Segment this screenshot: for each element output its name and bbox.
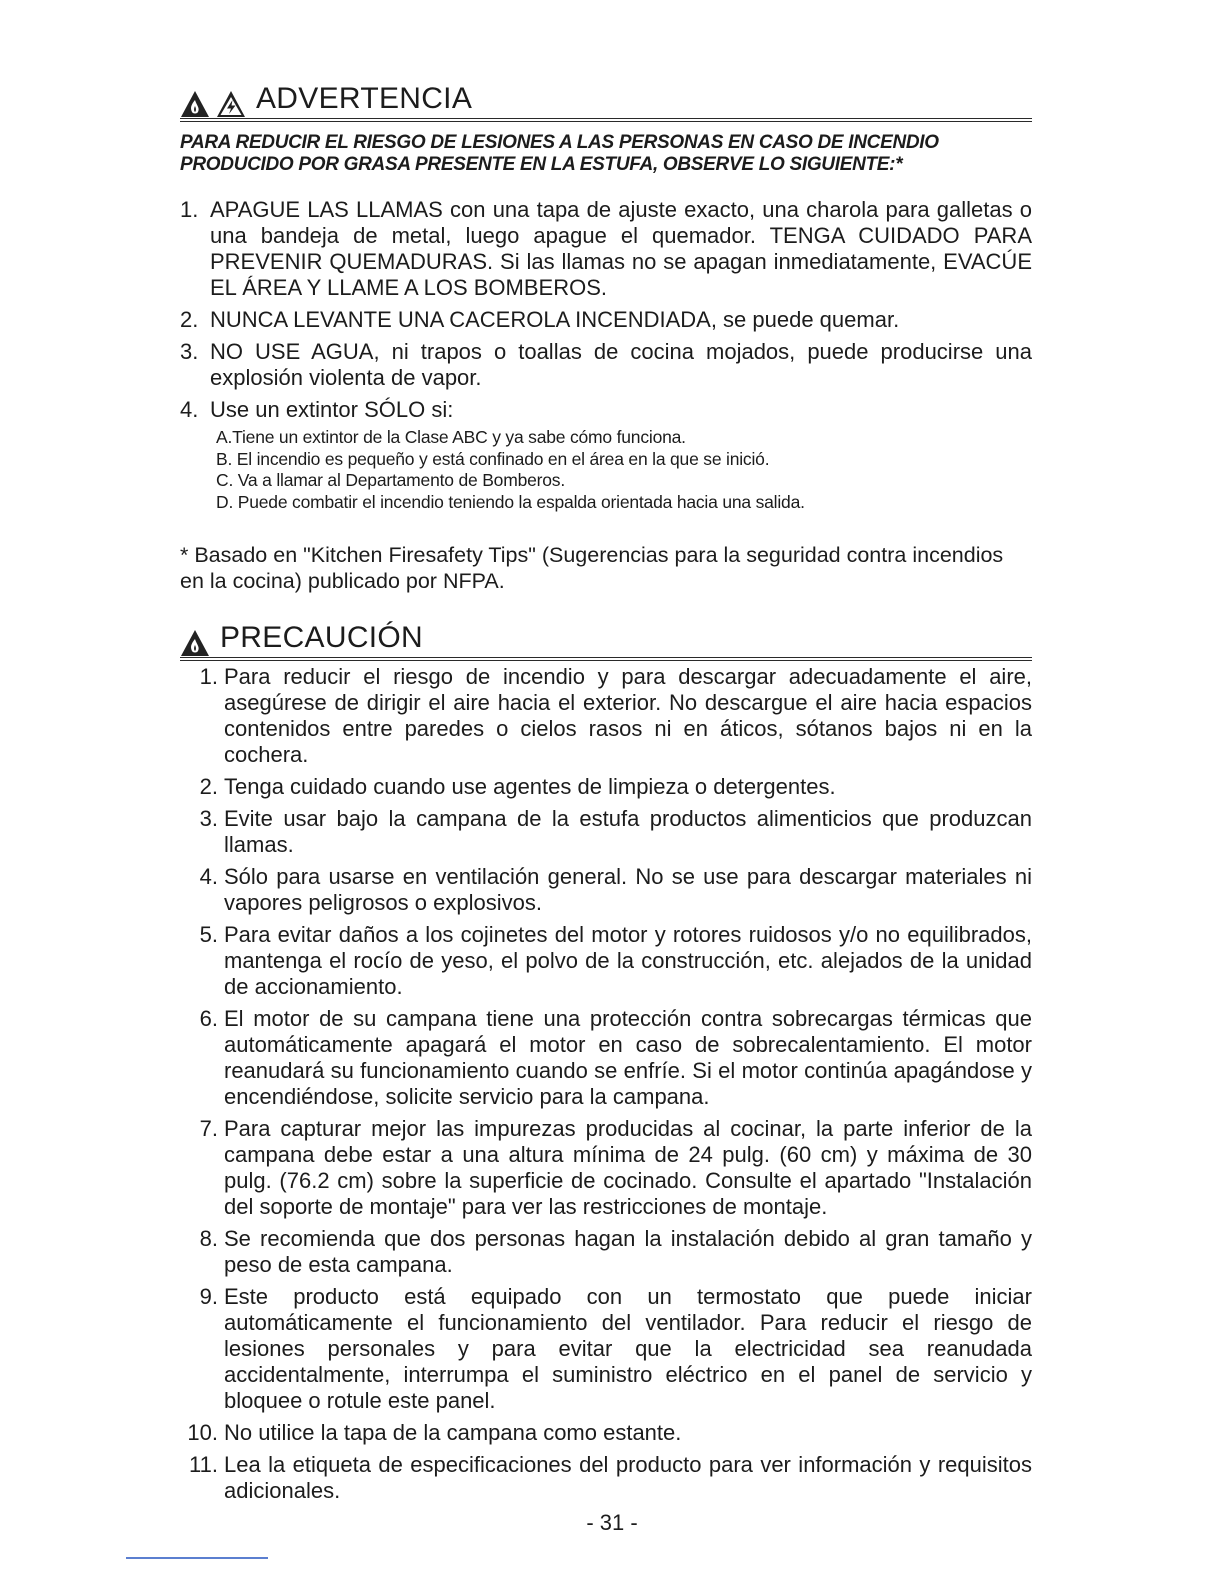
item-text: Este producto está equipado con un termostato que puede iniciar automáticamente el funcionamiento del ventilador. Para reducir el riesgo de lesiones personales y para evitar que la electricidad sea reanudada accidentalmente, interrumpa el suministro eléctrico en el panel de servicio y bloquee o rotule este panel. [224,1284,1032,1413]
divider [126,1557,268,1559]
item-number: 11. [189,1452,218,1477]
item-text: Use un extintor SÓLO si: [210,397,454,422]
item-number: 6. [199,1006,218,1031]
item-text: Para evitar daños a los cojinetes del motor y rotores ruidosos y/o no equilibrados, mantenga el rocío de yeso, el polvo de la construcción, etc. alejados de la unidad de accionamiento. [224,922,1032,999]
item-text: APAGUE LAS LLAMAS con una tapa de ajuste exacto, una charola para galletas o una bandeja de metal, luego apague el quemador. TENGA CUIDADO PARA PREVENIR QUEMADURAS. Si las llamas no se apagan inmediatamente, EVACÚE EL ÁREA Y LLAME A LOS BOMBEROS. [210,197,1032,300]
list-item [180,1226,1032,1278]
list-item [180,864,1032,916]
list-item [180,1116,1032,1220]
footnote: * Basado en "Kitchen Firesafety Tips" (Sugerencias para la seguridad contra incendios en la cocina) publicado por NFPA. [180,543,1004,593]
item-number: 3. [199,806,218,831]
item-number: 1. [199,664,218,689]
item-number: 10. [187,1420,218,1445]
list-item [180,806,1032,858]
item-text: Lea la etiqueta de especificaciones del producto para ver información y requisitos adicionales. [224,1452,1032,1503]
sub-item: D. Puede combatir el incendio teniendo la espalda orientada hacia una salida. [216,491,805,512]
item-number: 8. [199,1226,218,1251]
caution-heading [180,617,1032,661]
item-number: 4. [180,397,199,422]
caution-icons [180,629,210,657]
fire-warning-icon [180,629,210,657]
list-item [180,664,1032,768]
item-text: Se recomienda que dos personas hagan la instalación debido al gran tamaño y peso de esta campana. [224,1226,1032,1277]
item-number: 5. [199,922,218,947]
list-item [180,307,1032,333]
sub-item: B. El incendio es pequeño y está confinado en el área en la que se inició. [216,448,770,469]
page-number: - 31 - [586,1510,638,1535]
sub-item: C. Va a llamar al Departamento de Bomberos. [216,470,566,490]
item-number: 2. [180,307,199,332]
list-item [180,1006,1032,1110]
caution-title: PRECAUCIÓN [220,621,424,654]
warning-intro [180,132,1032,176]
list-item [180,774,1032,800]
warning-heading [180,78,1032,122]
item-text: Sólo para usarse en ventilación general. No se use para descargar materiales ni vapores peligrosos o explosivos. [224,864,1032,915]
warning-title: ADVERTENCIA [256,82,473,115]
item-text: Evite usar bajo la campana de la estufa productos alimenticios que produzcan llamas. [224,806,1032,857]
sub-item: A.Tiene un extintor de la Clase ABC y ya sabe cómo funciona. [216,427,686,447]
warning-icons [180,90,246,118]
list-item [180,339,1032,391]
electric-warning-icon [216,90,246,118]
item-text: NUNCA LEVANTE UNA CACEROLA INCENDIADA, se puede quemar. [210,307,900,332]
item-text: Para capturar mejor las impurezas producidas al cocinar, la parte inferior de la campana debe estar a una altura mínima de 24 pulg. (60 cm) y máxima de 30 pulg. (76.2 cm) sobre la superficie de cocinado. Consulte el apartado "Instalación del soporte de montaje" para ver las restricciones de montaje. [224,1116,1032,1219]
list-item [180,397,1032,513]
item-number: 9. [199,1284,218,1309]
item-text: Tenga cuidado cuando use agentes de limpieza o detergentes. [224,774,836,799]
list-item [180,197,1032,301]
warning-intro-line: PRODUCIDO POR GRASA PRESENTE EN LA ESTUFA, OBSERVE LO SIGUIENTE:* [180,154,903,175]
item-number: 7. [199,1116,218,1141]
list-item [180,1420,1032,1446]
item-number: 1. [180,197,199,222]
warning-list [180,197,1032,519]
list-item [180,1452,1032,1504]
list-item [180,1284,1032,1414]
warning-intro-line: PARA REDUCIR EL RIESGO DE LESIONES A LAS PERSONAS EN CASO DE INCENDIO [180,132,939,153]
item-text: No utilice la tapa de la campana como estante. [224,1420,682,1445]
item-text: El motor de su campana tiene una protección contra sobrecargas térmicas que automáticamente apagará el motor en caso de sobrecalentamiento. El motor reanudará su funcionamiento cuando se enfríe. Si el motor continúa apagándose y encendiéndose, solicite servicio para la campana. [224,1006,1032,1109]
item-number: 3. [180,339,199,364]
fire-warning-icon [180,90,210,118]
item-number: 2. [199,774,218,799]
item-text: Para reducir el riesgo de incendio y para descargar adecuadamente el aire, asegúrese de dirigir el aire hacia el exterior. No descargue el aire hacia espacios contenidos entre paredes o cielos rasos ni en áticos, sótanos bajos ni en la cochera. [224,664,1032,767]
extinguisher-conditions [216,427,1032,513]
list-item [180,922,1032,1000]
item-text: NO USE AGUA, ni trapos o toallas de cocina mojados, puede producirse una explosión violenta de vapor. [210,339,1032,390]
item-number: 4. [199,864,218,889]
caution-list [180,664,1032,1510]
